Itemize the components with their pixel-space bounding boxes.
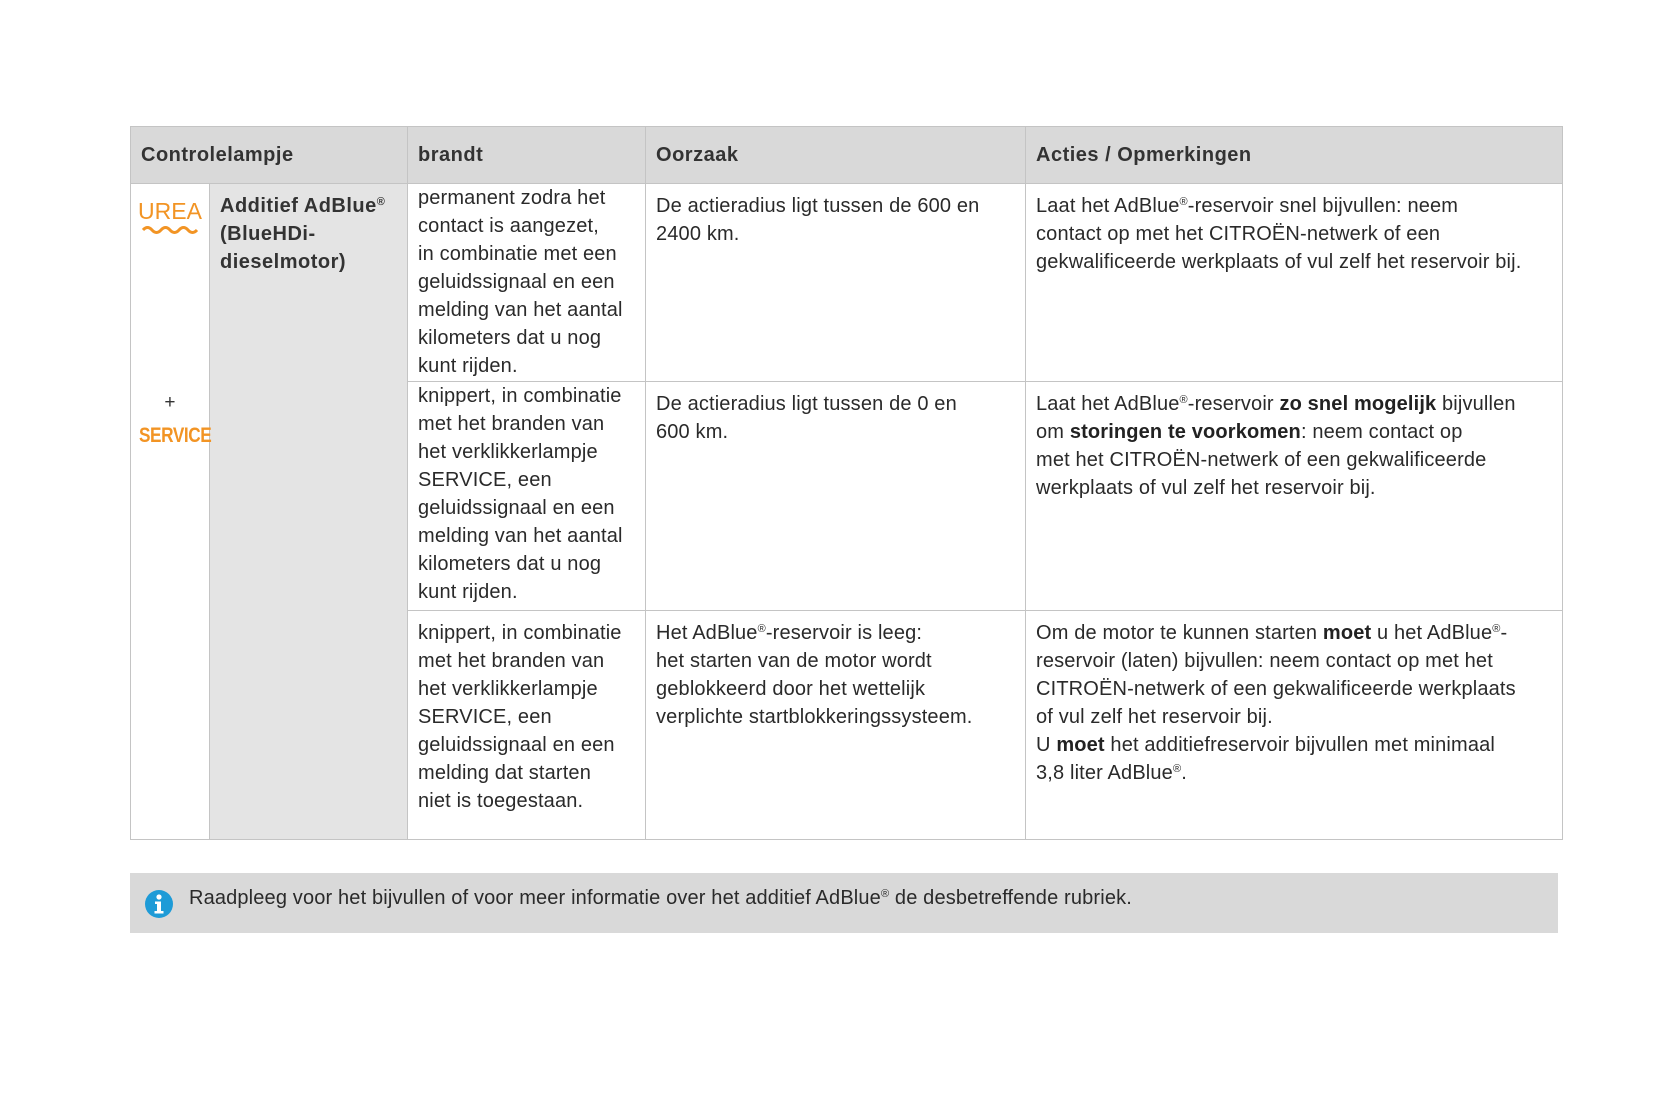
brandt-line: knippert, in combinatie xyxy=(418,622,622,644)
acties-line: contact op met het CITROËN-netwerk of een xyxy=(1036,223,1441,245)
header-controlelampje: Controlelampje xyxy=(131,127,408,184)
liquid-waves-icon xyxy=(141,224,199,234)
info-note xyxy=(130,873,1558,933)
brandt-line: melding van het aantal xyxy=(418,525,623,547)
brandt-cell xyxy=(408,611,646,840)
brandt-line: geluidssignaal en een xyxy=(418,271,615,293)
urea-label: UREA xyxy=(138,198,202,224)
acties-text: - xyxy=(1500,622,1508,644)
registered-mark: ® xyxy=(1179,196,1188,208)
acties-emphasis: moet xyxy=(1322,622,1372,644)
oorzaak-line: 2400 km. xyxy=(656,223,740,245)
oorzaak-line: De actieradius ligt tussen de 0 en xyxy=(656,393,957,415)
acties-line: met het CITROËN-netwerk of een gekwalificeerde xyxy=(1036,449,1487,471)
brandt-line: melding van het aantal xyxy=(418,299,623,321)
brandt-line: geluidssignaal en een xyxy=(418,497,615,519)
acties-text: om xyxy=(1036,421,1070,443)
brandt-line: in combinatie met een xyxy=(418,243,617,265)
acties-line: werkplaats of vul zelf het reservoir bij. xyxy=(1036,477,1376,499)
acties-text: bijvullen xyxy=(1436,393,1516,415)
brandt-cell xyxy=(408,184,646,382)
indicator-label-cell xyxy=(210,184,408,840)
registered-mark: ® xyxy=(757,623,766,635)
brandt-line: het verklikkerlampje xyxy=(418,441,598,463)
indicator-icon-cell xyxy=(131,184,210,840)
header-acties: Acties / Opmerkingen xyxy=(1026,127,1563,184)
brandt-line: kilometers dat u nog xyxy=(418,327,602,349)
indicator-label-line3: dieselmotor) xyxy=(220,251,347,273)
warning-lights-table xyxy=(130,126,1563,840)
oorzaak-cell xyxy=(646,611,1026,840)
acties-text: Om de motor te kunnen starten xyxy=(1036,622,1323,644)
info-text-b: de desbetreffende rubriek. xyxy=(889,887,1132,909)
brandt-line: geluidssignaal en een xyxy=(418,734,615,756)
info-text-a: Raadpleeg voor het bijvullen of voor meer informatie over het additief AdBlue xyxy=(189,887,881,909)
acties-cell xyxy=(1026,611,1563,840)
oorzaak-line: 600 km. xyxy=(656,421,729,443)
brandt-cell xyxy=(408,382,646,611)
registered-mark: ® xyxy=(1172,763,1182,775)
registered-mark: ® xyxy=(1492,623,1501,635)
acties-text: U xyxy=(1036,734,1057,756)
brandt-line: permanent zodra het xyxy=(418,187,606,209)
brandt-line: knippert, in combinatie xyxy=(418,385,622,407)
acties-emphasis: moet xyxy=(1056,734,1105,756)
oorzaak-text: Het AdBlue xyxy=(656,622,758,644)
oorzaak-line: het starten van de motor wordt xyxy=(656,650,932,672)
oorzaak-cell xyxy=(646,184,1026,382)
table-row xyxy=(131,184,1563,382)
indicator-label-line1: Additief AdBlue xyxy=(220,195,377,217)
acties-emphasis: storingen te voorkomen xyxy=(1069,421,1301,443)
acties-text: . xyxy=(1181,762,1187,784)
brandt-line: met het branden van xyxy=(418,413,605,435)
acties-cell xyxy=(1026,184,1563,382)
brandt-line: SERVICE, een xyxy=(418,706,552,728)
acties-text: u het AdBlue xyxy=(1371,622,1493,644)
brandt-line: SERVICE, een xyxy=(418,469,552,491)
brandt-line: het verklikkerlampje xyxy=(418,678,598,700)
registered-mark: ® xyxy=(376,196,386,208)
brandt-line: contact is aangezet, xyxy=(418,215,599,237)
acties-line: gekwalificeerde werkplaats of vul zelf het reservoir bij. xyxy=(1036,251,1522,273)
acties-text: 3,8 liter AdBlue xyxy=(1036,762,1173,784)
acties-text: : neem contact op xyxy=(1300,421,1463,443)
acties-text: het additiefreservoir bijvullen met minimaal xyxy=(1104,734,1495,756)
acties-line: CITROËN-netwerk of een gekwalificeerde werkplaats xyxy=(1036,678,1516,700)
brandt-line: kunt rijden. xyxy=(418,355,518,377)
plus-sign-wrap xyxy=(131,388,209,417)
header-oorzaak: Oorzaak xyxy=(646,127,1026,184)
oorzaak-line: De actieradius ligt tussen de 600 en xyxy=(656,195,980,217)
brandt-line: melding dat starten xyxy=(418,762,591,784)
plus-sign: + xyxy=(164,392,176,413)
acties-text: -reservoir snel bijvullen: neem xyxy=(1187,195,1459,217)
acties-text: Laat het AdBlue xyxy=(1036,195,1180,217)
registered-mark: ® xyxy=(1179,394,1188,406)
brandt-line: kunt rijden. xyxy=(418,581,518,603)
acties-line: reservoir (laten) bijvullen: neem contact op met het xyxy=(1036,650,1493,672)
oorzaak-text: -reservoir is leeg: xyxy=(765,622,923,644)
brandt-line: met het branden van xyxy=(418,650,605,672)
oorzaak-line: verplichte startblokkeringssysteem. xyxy=(656,706,973,728)
oorzaak-line: geblokkeerd door het wettelijk xyxy=(656,678,926,700)
oorzaak-cell xyxy=(646,382,1026,611)
acties-emphasis: zo snel mogelijk xyxy=(1279,393,1437,415)
acties-text: -reservoir xyxy=(1187,393,1280,415)
service-label: SERVICE xyxy=(138,424,212,447)
info-text xyxy=(189,885,1132,911)
brandt-line: niet is toegestaan. xyxy=(418,790,584,812)
service-warning-icon xyxy=(131,422,212,450)
table-header-row xyxy=(131,127,1563,184)
acties-line: of vul zelf het reservoir bij. xyxy=(1036,706,1273,728)
registered-mark: ® xyxy=(880,888,890,900)
acties-text: Laat het AdBlue xyxy=(1036,393,1180,415)
info-icon xyxy=(144,889,174,919)
header-brandt: brandt xyxy=(408,127,646,184)
urea-warning-icon xyxy=(131,198,209,234)
acties-cell xyxy=(1026,382,1563,611)
brandt-line: kilometers dat u nog xyxy=(418,553,602,575)
indicator-label-line2: (BlueHDi- xyxy=(220,223,316,245)
